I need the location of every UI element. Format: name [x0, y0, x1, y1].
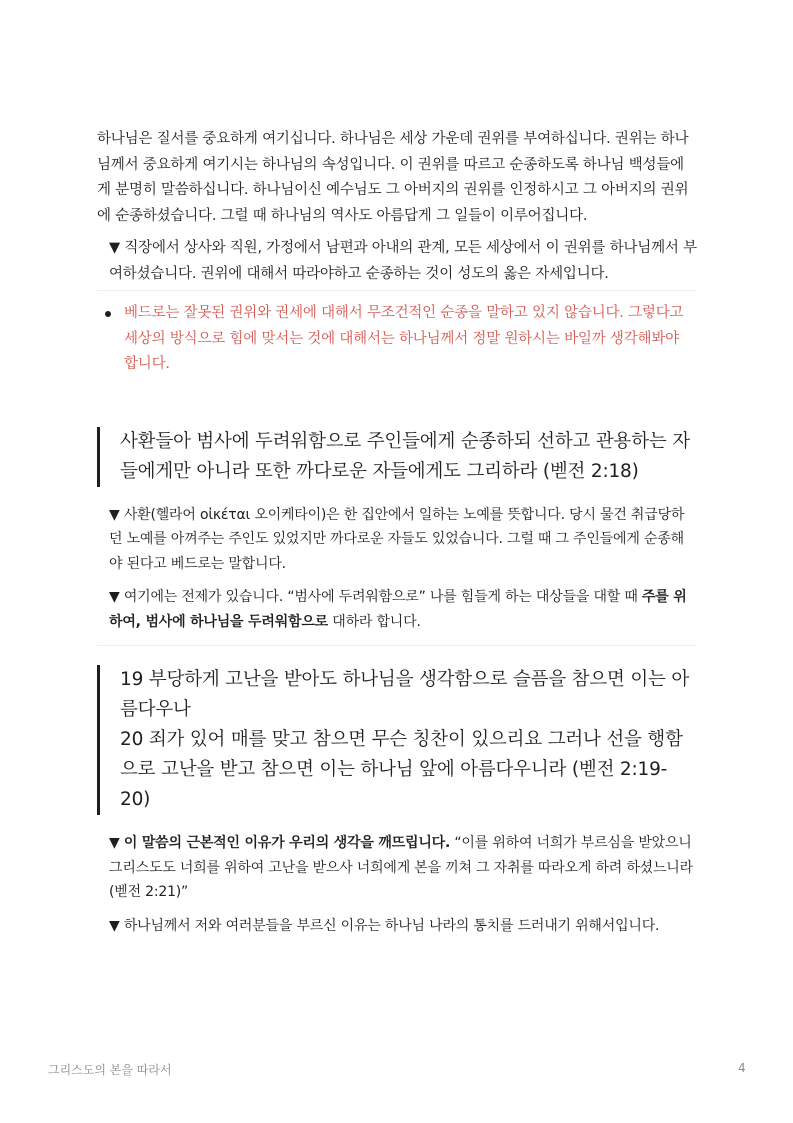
- note-servants: ▼ 사환(헬라어 οἰκέται 오이케타이)은 한 집안에서 일하는 노예를 뜻합니다. 당시 물건 취급당하던 노예를 아껴주는 주인도 있었지만 까다로운 자들도 있었습니다. 그럴 때 그 주인들에게 순종해야 된다고 베드로는 말합니다.: [109, 506, 685, 572]
- note-premise: [97, 585, 697, 634]
- bullet-text: 베드로는 잘못된 권위와 권세에 대해서 무조건적인 순종을 말하고 있지 않습니다. 그렇다고 세상의 방식으로 힘에 맞서는 것에 대해서는 하나님께서 정말 원하시는 바일까 생각해봐야 합니다.: [124, 305, 684, 372]
- divider: [97, 290, 697, 291]
- scripture-quote: 사환들아 범사에 두려워함으로 주인들에게 순종하되 선하고 관용하는 자들에게만 아니라 또한 까다로운 자들에게도 그리하라 (벧전 2:18): [97, 427, 697, 487]
- note-reason-rest: “이를 위하여 너희가 부르심을 받았으니 그리스도도 너희를 위하여 고난을 받으사 너희에게 본을 끼쳐 그 자취를 따라오게 하려 하셨느니라 (벧전 2:21)”: [109, 835, 693, 900]
- quote-verse-20: 20 죄가 있어 매를 맞고 참으면 무슨 칭찬이 있으리요 그러나 선을 행함으로 고난을 받고 참으면 이는 하나님 앞에 아름다우니라 (벧전 2:19-20): [120, 729, 683, 810]
- intro-paragraph: 하나님은 질서를 중요하게 여기십니다. 하나님은 세상 가운데 권위를 부여하십니다. 권위는 하나님께서 중요하게 여기시는 하나님의 속성입니다. 이 권위를 따르고 순종하도록 하나님 백성들에게 분명히 말씀하십니다. 하나님이신 예수님도 그 아버지의 권위를 인정하시고 그 아버지의 권위에 순종하셨습니다. 그럴 때 하나님의 역사도 아름답게 그 일들이 이루어집니다.: [97, 131, 689, 224]
- divider: [97, 645, 697, 646]
- note-reason-emphasis: 이 말씀의 근본적인 이유가 우리의 생각을 깨뜨립니다.: [123, 835, 451, 851]
- note-reason-marker: ▼: [109, 835, 124, 851]
- page-number: 4: [738, 1061, 746, 1075]
- bullet-list: [97, 301, 697, 378]
- bullet-dot-icon: [105, 311, 111, 317]
- note-authority: ▼ 직장에서 상사와 직원, 가정에서 남편과 아내의 관계, 모든 세상에서 이 권위를 하나님께서 부여하셨습니다. 권위에 대해서 따라야하고 순종하는 것이 성도의 옳은 자세입니다.: [109, 240, 697, 282]
- scripture-quote: [97, 665, 697, 815]
- footer-title: 그리스도의 본을 따라서: [48, 1063, 172, 1077]
- note-calling: ▼ 하나님께서 저와 여러분들을 부르신 이유는 하나님 나라의 통치를 드러내기 위해서입니다.: [109, 917, 660, 934]
- list-item: [97, 301, 697, 378]
- note-reason: [97, 831, 697, 905]
- note-premise-end: 대하라 합니다.: [328, 613, 421, 630]
- page-content: [97, 127, 697, 938]
- note-premise-start: ▼ 여기에는 전제가 있습니다. “범사에 두려워함으로” 나를 힘들게 하는 대상들을 대할 때: [109, 589, 642, 605]
- quote-verse-19: 19 부당하게 고난을 받아도 하나님을 생각함으로 슬픔을 참으면 이는 아름다우나: [120, 669, 690, 720]
- note-premise-emphasis: 주를 위하여, 범사에 하나님을 두려워함으로: [109, 589, 687, 630]
